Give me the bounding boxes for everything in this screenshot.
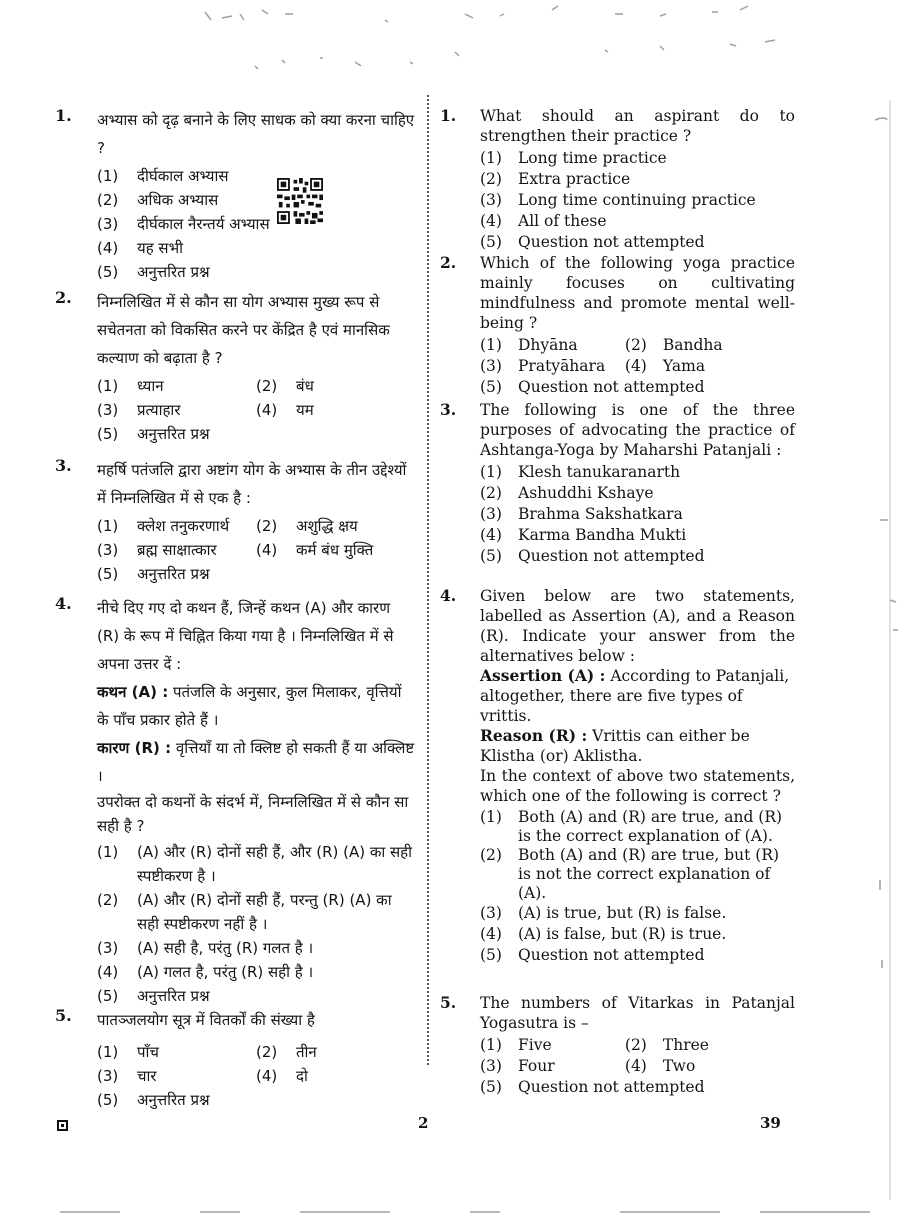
- option-text: तीन: [296, 1043, 317, 1061]
- option-number: (4): [624, 357, 647, 375]
- option-text: अनुत्तरित प्रश्न: [137, 263, 210, 281]
- option-text: अनुत्तरित प्रश्न: [137, 425, 210, 443]
- option-2: [256, 1040, 415, 1064]
- option-text: All of these: [518, 212, 607, 230]
- option-5: [480, 377, 795, 398]
- option-5: [480, 945, 795, 966]
- option-3: [97, 212, 415, 236]
- option-2: [480, 169, 795, 190]
- option-number: (2): [97, 891, 119, 909]
- reason: [97, 734, 415, 790]
- option-number: (4): [97, 963, 119, 981]
- option-list: [480, 1035, 795, 1098]
- option-1: [480, 335, 625, 356]
- option-number: (2): [624, 1036, 647, 1054]
- option-text: Five: [518, 1036, 552, 1054]
- option-1: [97, 1040, 256, 1064]
- question-text: What should an aspirant do to strengthen their practice ?: [480, 107, 795, 145]
- option-text: (A) सही है, परंतु (R) गलत है ।: [137, 939, 314, 957]
- option-text: Brahma Sakshatkara: [518, 505, 683, 523]
- reason-label: कारण (R) :: [97, 739, 172, 757]
- option-4: [625, 1056, 770, 1077]
- option-1: [480, 148, 795, 169]
- option-text: Karma Bandha Mukti: [518, 526, 687, 544]
- option-number: (3): [480, 191, 502, 209]
- option-text: Pratyāhara: [518, 357, 606, 375]
- assertion: [480, 666, 795, 726]
- option-number: (2): [624, 336, 647, 354]
- option-text: Question not attempted: [518, 946, 705, 964]
- option-number: (5): [97, 263, 119, 281]
- hindi-question-2: [55, 288, 415, 446]
- assertion-label: Assertion (A) :: [480, 666, 606, 685]
- option-text: (A) और (R) दोनों सही हैं, परन्तु (R) (A) का सही स्पष्टीकरण नहीं है ।: [137, 891, 392, 933]
- page-number-left: 2: [418, 1114, 429, 1132]
- option-2: [480, 846, 795, 903]
- hindi-question-5: [55, 1006, 415, 1112]
- option-text: Four: [518, 1057, 555, 1075]
- question-number: 4.: [440, 586, 457, 605]
- option-4: [625, 356, 770, 377]
- option-number: (2): [97, 191, 119, 209]
- question-text: The numbers of Vitarkas in Patanjal Yogasutra is –: [480, 994, 795, 1032]
- option-text: अनुत्तरित प्रश्न: [137, 565, 210, 583]
- option-text: क्लेश तनुकरणार्थ: [137, 517, 230, 535]
- option-1: [480, 1035, 625, 1056]
- option-number: (5): [97, 565, 119, 583]
- option-number: (5): [97, 1091, 119, 1109]
- option-2: [256, 374, 415, 398]
- option-3: [480, 903, 795, 924]
- option-5: [480, 232, 795, 253]
- option-number: (2): [480, 484, 502, 502]
- english-question-4: [440, 586, 795, 966]
- question-text: Given below are two statements, labelled as Assertion (A), and a Reason (R). Indicate your answer from the alternatives below :: [480, 587, 795, 665]
- option-number: (4): [256, 401, 278, 419]
- option-4: [256, 538, 415, 562]
- option-3: [480, 1056, 625, 1077]
- option-text: (A) गलत है, परंतु (R) सही है ।: [137, 963, 314, 981]
- option-3: [97, 538, 256, 562]
- option-5: [480, 546, 795, 567]
- option-4: [97, 960, 415, 984]
- option-number: (1): [97, 843, 119, 861]
- option-1: [480, 808, 795, 846]
- option-list: [97, 1040, 415, 1112]
- option-1: [97, 514, 256, 538]
- option-number: (3): [97, 1067, 119, 1085]
- option-text: (A) is true, but (R) is false.: [518, 904, 727, 922]
- option-text: अनुत्तरित प्रश्न: [137, 987, 210, 1005]
- option-2: [97, 188, 415, 212]
- question-number: 2.: [440, 253, 457, 272]
- option-text: बंध: [296, 377, 314, 395]
- english-question-3: [440, 400, 795, 567]
- option-number: (2): [256, 1043, 278, 1061]
- context-text: In the context of above two statements, which one of the following is correct ?: [480, 767, 795, 805]
- option-number: (3): [97, 401, 119, 419]
- option-4: [480, 924, 795, 945]
- page-number-right: 39: [760, 1114, 781, 1132]
- option-number: (5): [480, 1078, 502, 1096]
- option-number: (1): [480, 149, 502, 167]
- reason-text: Vrittis can either be Klistha (or) Aklistha.: [480, 727, 750, 765]
- option-2: [625, 1035, 770, 1056]
- option-number: (2): [256, 517, 278, 535]
- question-number: 3.: [440, 400, 457, 419]
- english-question-2: [440, 253, 795, 398]
- option-text: अधिक अभ्यास: [137, 191, 219, 209]
- option-text: Long time practice: [518, 149, 667, 167]
- option-text: Question not attempted: [518, 1078, 705, 1096]
- option-text: Three: [662, 1036, 709, 1054]
- option-5: [480, 1077, 795, 1098]
- option-text: (A) और (R) दोनों सही हैं, और (R) (A) का सही स्पष्टीकरण है ।: [137, 843, 413, 885]
- option-number: (2): [256, 377, 278, 395]
- option-3: [480, 504, 795, 525]
- option-number: (3): [480, 505, 502, 523]
- option-3: [97, 936, 415, 960]
- hindi-question-1: [55, 106, 415, 284]
- option-text: Extra practice: [518, 170, 631, 188]
- option-number: (4): [624, 1057, 647, 1075]
- option-number: (4): [97, 239, 119, 257]
- option-text: कर्म बंध मुक्ति: [296, 541, 374, 559]
- option-number: (5): [97, 987, 119, 1005]
- option-list: [480, 808, 795, 966]
- option-text: Bandha: [662, 336, 723, 354]
- option-3: [97, 1064, 256, 1088]
- question-text: नीचे दिए गए दो कथन हैं, जिन्हें कथन (A) और कारण (R) के रूप में चिह्नित किया गया है । निम्नलिखित में से अपना उत्तर दें :: [97, 599, 394, 673]
- option-number: (4): [480, 526, 502, 544]
- option-number: (3): [97, 215, 119, 233]
- question-number: 5.: [55, 1006, 72, 1025]
- assertion-label: कथन (A) :: [97, 683, 169, 701]
- option-text: प्रत्याहार: [137, 401, 181, 419]
- option-5: [97, 260, 415, 284]
- option-number: (1): [97, 517, 119, 535]
- option-number: (1): [97, 377, 119, 395]
- option-number: (4): [480, 212, 502, 230]
- option-4: [97, 236, 415, 260]
- option-number: (1): [97, 1043, 119, 1061]
- option-5: [97, 422, 415, 446]
- question-text: महर्षि पतंजलि द्वारा अष्टांग योग के अभ्यास के तीन उद्देश्यों में निम्नलिखित में से एक है :: [97, 461, 407, 507]
- option-number: (1): [97, 167, 119, 185]
- option-list: [97, 164, 415, 284]
- option-text: Both (A) and (R) are true, and (R) is the correct explanation of (A).: [518, 808, 783, 845]
- option-text: Yama: [662, 357, 706, 375]
- option-number: (3): [480, 1057, 502, 1075]
- option-2: [625, 335, 770, 356]
- option-number: (1): [480, 808, 502, 826]
- option-text: यम: [296, 401, 314, 419]
- option-2: [480, 483, 795, 504]
- option-number: (4): [480, 925, 502, 943]
- option-number: (1): [480, 336, 502, 354]
- option-list: [97, 374, 415, 446]
- option-2: [256, 514, 415, 538]
- option-number: (3): [480, 357, 502, 375]
- reason-label: Reason (R) :: [480, 726, 588, 745]
- assertion-text: पतंजलि के अनुसार, कुल मिलाकर, वृत्तियों के पाँच प्रकार होते हैं ।: [97, 683, 402, 729]
- option-number: (3): [97, 939, 119, 957]
- option-number: (2): [480, 846, 502, 864]
- option-4: [256, 398, 415, 422]
- option-1: [480, 462, 795, 483]
- option-number: (2): [480, 170, 502, 188]
- option-text: दो: [296, 1067, 308, 1085]
- option-text: Klesh tanukaranarth: [518, 463, 681, 481]
- option-text: (A) is false, but (R) is true.: [518, 925, 727, 943]
- question-text: Which of the following yoga practice mainly focuses on cultivating mindfulness and promote mental well-being ?: [480, 254, 795, 332]
- option-4: [480, 525, 795, 546]
- hindi-question-3: [55, 456, 415, 586]
- option-text: पाँच: [137, 1043, 159, 1061]
- option-3: [480, 190, 795, 211]
- option-1: [97, 374, 256, 398]
- option-text: ध्यान: [137, 377, 164, 395]
- assertion-text: According to Patanjali, altogether, there are five types of vrittis.: [480, 667, 790, 725]
- option-number: (4): [256, 541, 278, 559]
- option-text: Question not attempted: [518, 378, 705, 396]
- option-text: चार: [137, 1067, 157, 1085]
- option-text: दीर्घकाल नैरन्तर्य अभ्यास: [137, 215, 270, 233]
- option-text: अनुत्तरित प्रश्न: [137, 1091, 210, 1109]
- question-text: अभ्यास को दृढ़ बनाने के लिए साधक को क्या करना चाहिए ?: [97, 111, 415, 157]
- context-text: उपरोक्त दो कथनों के संदर्भ में, निम्नलिखित में से कौन सा सही है ?: [97, 793, 409, 835]
- option-text: ब्रह्म साक्षात्कार: [137, 541, 217, 559]
- option-4: [480, 211, 795, 232]
- option-1: [97, 164, 415, 188]
- question-number: 1.: [55, 106, 72, 125]
- question-number: 2.: [55, 288, 72, 307]
- option-number: (3): [480, 904, 502, 922]
- question-number: 1.: [440, 106, 457, 125]
- option-4: [256, 1064, 415, 1088]
- option-number: (5): [480, 946, 502, 964]
- question-text: The following is one of the three purposes of advocating the practice of Ashtanga-Yoga by Maharshi Patanjali :: [480, 401, 795, 459]
- question-number: 3.: [55, 456, 72, 475]
- option-number: (3): [97, 541, 119, 559]
- reason: [480, 726, 795, 766]
- option-number: (1): [480, 463, 502, 481]
- option-text: Ashuddhi Kshaye: [518, 484, 654, 502]
- option-text: Dhyāna: [518, 336, 578, 354]
- option-number: (1): [480, 1036, 502, 1054]
- option-text: Question not attempted: [518, 547, 705, 565]
- option-5: [97, 984, 415, 1008]
- option-text: Question not attempted: [518, 233, 705, 251]
- option-text: दीर्घकाल अभ्यास: [137, 167, 229, 185]
- option-text: Two: [662, 1057, 696, 1075]
- question-text: पातञ्जलयोग सूत्र में वितर्कों की संख्या है: [97, 1011, 315, 1029]
- footer-square-icon: [57, 1120, 68, 1131]
- option-3: [480, 356, 625, 377]
- question-text: निम्नलिखित में से कौन सा योग अभ्यास मुख्य रूप से सचेतनता को विकसित करने पर केंद्रित है एवं मानसिक कल्याण को बढ़ाता है ?: [97, 293, 390, 367]
- option-text: अशुद्धि क्षय: [296, 517, 358, 535]
- option-list: [97, 840, 415, 1008]
- english-question-1: [440, 106, 795, 253]
- option-number: (5): [480, 378, 502, 396]
- option-number: (5): [480, 233, 502, 251]
- option-3: [97, 398, 256, 422]
- column-divider: [427, 95, 429, 1065]
- option-5: [97, 562, 415, 586]
- option-list: [480, 148, 795, 253]
- assertion: [97, 678, 415, 734]
- option-number: (4): [256, 1067, 278, 1085]
- option-number: (5): [480, 547, 502, 565]
- option-text: Both (A) and (R) are true, but (R) is not the correct explanation of (A).: [518, 846, 780, 902]
- question-number: 4.: [55, 594, 72, 613]
- option-text: यह सभी: [137, 239, 184, 257]
- option-list: [97, 514, 415, 586]
- reason-text: वृत्तियाँ या तो क्लिष्ट हो सकती हैं या अक्लिष्ट ।: [97, 739, 415, 785]
- option-2: [97, 888, 415, 936]
- option-list: [480, 335, 795, 398]
- english-question-5: [440, 993, 795, 1098]
- option-list: [480, 462, 795, 567]
- hindi-question-4: [55, 594, 415, 1008]
- option-text: Long time continuing practice: [518, 191, 756, 209]
- option-number: (5): [97, 425, 119, 443]
- question-number: 5.: [440, 993, 457, 1012]
- option-1: [97, 840, 415, 888]
- option-5: [97, 1088, 415, 1112]
